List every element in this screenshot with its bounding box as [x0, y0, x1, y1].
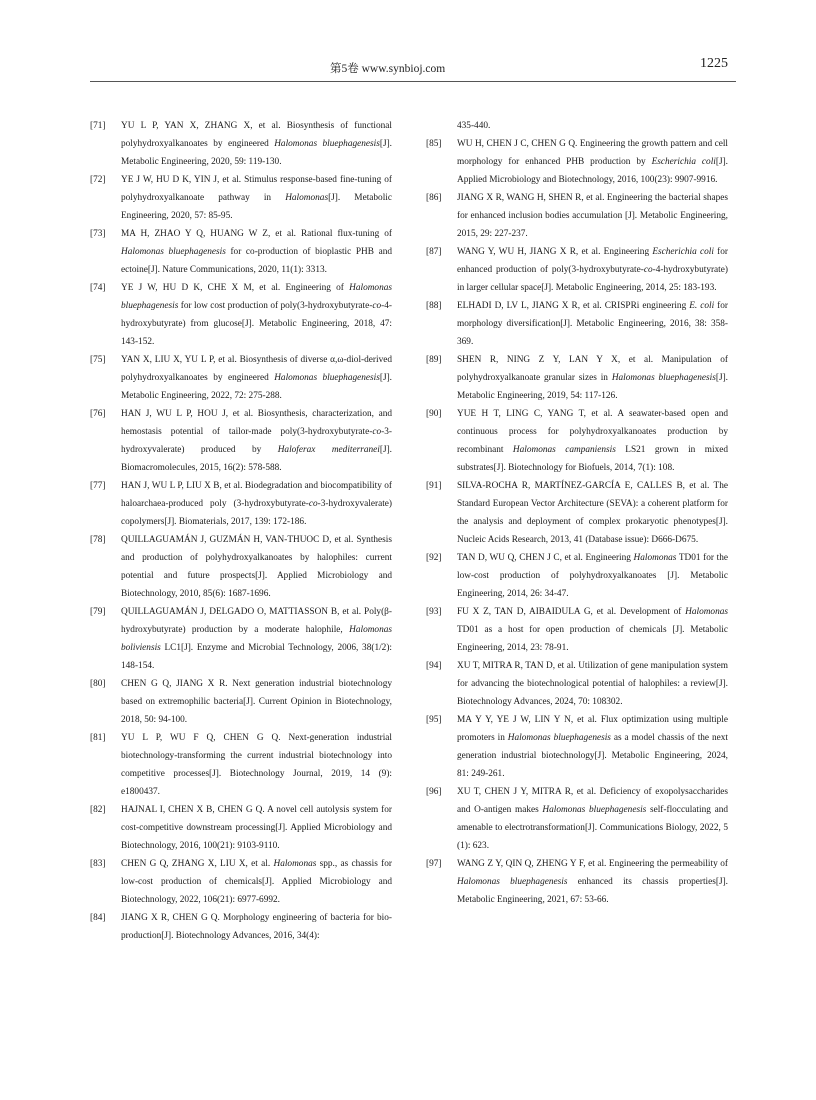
- reference-text: [121, 351, 392, 405]
- reference-number: [92]: [426, 553, 442, 563]
- italic-span: Halomonas bluephagenesis: [274, 139, 380, 149]
- italic-span: Halomonas: [285, 193, 329, 203]
- reference-text: [121, 729, 392, 801]
- reference-text: [457, 297, 728, 351]
- text-span: LC1[J]. Enzyme and Microbial Technology, 2006, 38(1/2): 148-154.: [121, 643, 392, 671]
- italic-span: Halomonas bluephagenesis: [457, 877, 568, 887]
- italic-span: Halomonas bluephagenesis: [274, 373, 380, 383]
- reference-text: [457, 351, 728, 405]
- reference-entry: [90, 603, 392, 675]
- reference-entry: [90, 405, 392, 477]
- text-span: WU H, CHEN J C, CHEN G Q. Engineering the growth pattern and cell morphology for enhanced PHB production by: [457, 139, 728, 167]
- italic-span: Halomonas bluephagenesis: [542, 805, 647, 815]
- text-span: TD01 as a host for open production of chemicals [J]. Metabolic Engineering, 2014, 23: 78-91.: [457, 625, 728, 653]
- reference-text: [121, 909, 392, 945]
- reference-text: [121, 405, 392, 477]
- italic-span: Halomonas: [633, 553, 677, 563]
- reference-entry: [426, 243, 728, 297]
- reference-text: 435-440.: [457, 121, 491, 131]
- reference-number: [89]: [426, 355, 442, 365]
- italic-span: Escherichia coli: [652, 247, 714, 257]
- reference-number: [73]: [90, 229, 106, 239]
- reference-number: [94]: [426, 661, 442, 671]
- header-rule: [90, 81, 736, 82]
- reference-number: [90]: [426, 409, 442, 419]
- reference-number: [93]: [426, 607, 442, 617]
- text-span: WANG Y, WU H, JIANG X R, et al. Engineering: [457, 247, 653, 257]
- text-span: YU L P, YAN X, ZHANG X, et al. Biosynthesis of functional polyhydroxyalkanoates by engineered: [121, 121, 392, 149]
- reference-entry: [90, 351, 392, 405]
- italic-span: Halomonas bluephagenesis: [121, 247, 226, 257]
- reference-text: [457, 243, 728, 297]
- reference-entry: [426, 855, 728, 909]
- text-span: [J]. Metabolic Engineering, 2020, 59: 119-130.: [121, 139, 392, 167]
- reference-entry: [90, 729, 392, 801]
- reference-number: [81]: [90, 733, 106, 743]
- reference-entry: [426, 549, 728, 603]
- reference-text: [121, 171, 392, 225]
- reference-text: [121, 675, 392, 729]
- italic-span: Halomonas bluephagenesis: [611, 373, 716, 383]
- reference-entry: [426, 603, 728, 657]
- reference-number: [75]: [90, 355, 106, 365]
- text-span: WANG Z Y, QIN Q, ZHENG Y F, et al. Engineering the permeability of: [457, 859, 728, 869]
- reference-text: [457, 657, 728, 711]
- reference-number: [97]: [426, 859, 442, 869]
- text-span: SHEN R, NING Z Y, LAN Y X, et al. Manipulation of polyhydroxyalkanoate granular sizes in: [457, 355, 728, 383]
- reference-number: [86]: [426, 193, 442, 203]
- text-span: YE J W, HU D K, CHE X M, et al. Engineering of: [121, 283, 350, 293]
- italic-span: E. coli: [689, 301, 715, 311]
- text-span: CHEN G Q, JIANG X R. Next generation industrial biotechnology based on extremophilic bacteria[J]. Current Opinion in Biotechnology, 2018, 50: 94-100.: [121, 679, 392, 725]
- text-span: YUE H T, LING C, YANG T, et al. A seawater-based open and continuous process for polyhydroxyalkanoates production by recombinant: [457, 409, 728, 455]
- text-span: XU T, MITRA R, TAN D, et al. Utilization of gene manipulation system for advancing the biotechnological potential of halophiles: a review[J]. Biotechnology Advances, 2024, 70: 108302.: [457, 661, 728, 707]
- reference-number: [87]: [426, 247, 442, 257]
- reference-entry: [90, 909, 392, 945]
- reference-entry: [90, 855, 392, 909]
- text-span: QUILLAGUAMÁN J, GUZMÁN H, VAN-THUOC D, et al. Synthesis and production of polyhydroxyalkanoates by halophiles: current potential and future prospects[J]. Applied Microbiology and Biotechnology, 2010, 85(6): 1687-1696.: [121, 535, 392, 599]
- text-span: JIANG X R, WANG H, SHEN R, et al. Engineering the bacterial shapes for enhanced inclusion bodies accumulation [J]. Metabolic Engineering, 2015, 29: 227-237.: [457, 193, 728, 239]
- reference-entry: [426, 189, 728, 243]
- text-span: MA H, ZHAO Y Q, HUANG W Z, et al. Rational flux-tuning of: [121, 229, 392, 239]
- reference-continuation: [426, 117, 728, 135]
- reference-number: [84]: [90, 913, 106, 923]
- reference-entry: [426, 135, 728, 189]
- text-span: [J]. Metabolic Engineering, 2022, 72: 275-288.: [121, 373, 392, 401]
- italic-span: Halomonas: [273, 859, 317, 869]
- text-span: MA Y Y, YE J W, LIN Y N, et al. Flux optimization using multiple promoters in: [457, 715, 728, 743]
- text-span: -4-hydroxybutyrate) from glucose[J]. Metabolic Engineering, 2018, 47: 143-152.: [121, 301, 392, 347]
- reference-text: [121, 603, 392, 675]
- reference-entry: [426, 405, 728, 477]
- text-span: as a model chassis of the next generation industrial biotechnology[J]. Metabolic Engineering, 2024, 81: 249-261.: [457, 733, 729, 779]
- reference-text: [457, 711, 728, 783]
- italic-span: Halomonas boliviensis: [121, 625, 392, 653]
- text-span: -3-hydroxyvalerate) produced by: [121, 427, 392, 455]
- reference-text: [457, 549, 728, 603]
- reference-entry: [426, 657, 728, 711]
- text-span: [J]. Metabolic Engineering, 2019, 54: 117-126.: [457, 373, 728, 401]
- reference-number: [79]: [90, 607, 106, 617]
- reference-number: [83]: [90, 859, 106, 869]
- reference-text: [121, 801, 392, 855]
- italic-span: co: [643, 265, 653, 275]
- text-span: enhanced its chassis properties[J]. Metabolic Engineering, 2021, 67: 53-66.: [457, 877, 729, 905]
- references-left-column: [90, 117, 392, 945]
- text-span: LS21 grown in mixed substrates[J]. Biotechnology for Biofuels, 2014, 7(1): 108.: [457, 445, 729, 473]
- text-span: spp., as chassis for low-cost production of chemicals[J]. Applied Microbiology and Biotechnology, 2022, 106(21): 6977-6992.: [121, 859, 392, 905]
- reference-text: [121, 225, 392, 279]
- text-span: for co-production of bioplastic PHB and ectoine[J]. Nature Communications, 2020, 11(1): 3313.: [121, 247, 392, 275]
- text-span: self-flocculating and amenable to electrotransformation[J]. Communications Biology, 2022, 5 (1): 623.: [457, 805, 728, 851]
- reference-text: [457, 405, 728, 477]
- reference-entry: [426, 711, 728, 783]
- italic-span: co: [372, 301, 382, 311]
- reference-number: [96]: [426, 787, 442, 797]
- reference-number: [85]: [426, 139, 442, 149]
- reference-entry: [90, 171, 392, 225]
- italic-span: Halomonas campaniensis: [512, 445, 616, 455]
- reference-number: [74]: [90, 283, 106, 293]
- reference-entry: [426, 297, 728, 351]
- italic-span: co: [308, 499, 318, 509]
- text-span: XU T, CHEN J Y, MITRA R, et al. Deficiency of exopolysaccharides and O-antigen makes: [457, 787, 728, 815]
- reference-text: [121, 855, 392, 909]
- text-span: YE J W, HU D K, YIN J, et al. Stimulus response-based fine-tuning of polyhydroxyalkanoate pathway in: [121, 175, 392, 203]
- reference-entry: [90, 117, 392, 171]
- reference-text: [121, 477, 392, 531]
- italic-span: Halomonas: [685, 607, 728, 617]
- text-span: [J]. Biomacromolecules, 2015, 16(2): 578-588.: [121, 445, 393, 473]
- reference-text: [457, 603, 728, 657]
- text-span: for enhanced production of poly(3-hydroxybutyrate-: [457, 247, 728, 275]
- reference-number: [72]: [90, 175, 106, 185]
- reference-entry: [90, 477, 392, 531]
- reference-text: [457, 477, 728, 549]
- text-span: [J]. Applied Microbiology and Biotechnology, 2016, 100(23): 9907-9916.: [457, 157, 729, 185]
- text-span: HAN J, WU L P, LIU X B, et al. Biodegradation and biocompatibility of haloarchaea-produced poly (3-hydroxybutyrate-: [121, 481, 392, 509]
- text-span: YU L P, WU F Q, CHEN G Q. Next-generation industrial biotechnology-transforming the current industrial biotechnology into competitive processes[J]. Biotechnology Journal, 2019, 14 (9): e1800437.: [121, 733, 392, 797]
- references-right-column: [426, 117, 728, 909]
- text-span: HAN J, WU L P, HOU J, et al. Biosynthesis, characterization, and hemostasis potential of tailor-made poly(3-hydroxybutyrate-: [121, 409, 392, 437]
- reference-number: [91]: [426, 481, 442, 491]
- italic-span: Haloferax mediterranei: [277, 445, 380, 455]
- italic-span: Halomonas bluephagenesis: [121, 283, 392, 311]
- text-span: TAN D, WU Q, CHEN J C, et al. Engineering: [457, 553, 634, 563]
- running-head: 第5卷 www.synbioj.com: [330, 63, 446, 75]
- reference-number: [76]: [90, 409, 106, 419]
- text-span: [J]. Metabolic Engineering, 2020, 57: 85-95.: [121, 193, 392, 221]
- text-span: -4-hydroxybutyrate) in larger cellular space[J]. Metabolic Engineering, 2014, 25: 183-193.: [457, 265, 728, 293]
- text-span: QUILLAGUAMÁN J, DELGADO O, MATTIASSON B, et al. Poly(β-hydroxybutyrate) production by a moderate halophile,: [121, 607, 392, 635]
- italic-span: co: [372, 427, 382, 437]
- reference-text: [457, 783, 728, 855]
- italic-span: Halomonas bluephagenesis: [507, 733, 611, 743]
- reference-number: [95]: [426, 715, 442, 725]
- reference-text: [121, 531, 392, 603]
- text-span: YAN X, LIU X, YU L P, et al. Biosynthesis of diverse α,ω-diol-derived polyhydroxyalkanoates by engineered: [121, 355, 392, 383]
- reference-number: [77]: [90, 481, 106, 491]
- text-span: TD01 for the low-cost production of polyhydroxyalkanoates [J]. Metabolic Engineering, 2014, 26: 34-47.: [457, 553, 728, 599]
- reference-entry: [426, 477, 728, 549]
- text-span: CHEN G Q, ZHANG X, LIU X, et al.: [121, 859, 274, 869]
- text-span: JIANG X R, CHEN G Q. Morphology engineering of bacteria for bio-production[J]. Biotechnology Advances, 2016, 34(4):: [121, 913, 392, 941]
- italic-span: Escherichia coli: [651, 157, 716, 167]
- text-span: SILVA-ROCHA R, MARTÍNEZ-GARCÍA E, CALLES B, et al. The Standard European Vector Architecture (SEVA): a coherent platform for the analysis and deployment of complex prokaryotic phenotypes[J]. Nucleic Acids Research, 2013, 41 (Database issue): D666-D675.: [457, 481, 728, 545]
- text-span: HAJNAL I, CHEN X B, CHEN G Q. A novel cell autolysis system for cost-competitive downstream processing[J]. Applied Microbiology and Biotechnology, 2016, 100(21): 9103-9110.: [121, 805, 392, 851]
- page-number: 1225: [700, 56, 728, 71]
- reference-entry: [426, 351, 728, 405]
- reference-text: [457, 189, 728, 243]
- text-span: for low cost production of poly(3-hydroxybutyrate-: [178, 301, 373, 311]
- reference-entry: [90, 279, 392, 351]
- reference-number: [71]: [90, 121, 106, 131]
- text-span: for morphology diversification[J]. Metabolic Engineering, 2016, 38: 358-369.: [457, 301, 728, 347]
- reference-text: [457, 135, 728, 189]
- text-span: ELHADI D, LV L, JIANG X R, et al. CRISPRi engineering: [457, 301, 690, 311]
- reference-number: [82]: [90, 805, 106, 815]
- text-span: FU X Z, TAN D, AIBAIDULA G, et al. Development of: [457, 607, 686, 617]
- reference-entry: [426, 783, 728, 855]
- text-span: -3-hydroxyvalerate) copolymers[J]. Biomaterials, 2017, 139: 172-186.: [121, 499, 392, 527]
- reference-entry: [90, 801, 392, 855]
- reference-text: [121, 279, 392, 351]
- reference-text: [121, 117, 392, 171]
- page-header: [90, 56, 736, 80]
- reference-entry: [90, 675, 392, 729]
- reference-number: [78]: [90, 535, 106, 545]
- reference-text: [457, 855, 728, 909]
- reference-number: [80]: [90, 679, 106, 689]
- reference-number: [88]: [426, 301, 442, 311]
- reference-entry: [90, 225, 392, 279]
- reference-entry: [90, 531, 392, 603]
